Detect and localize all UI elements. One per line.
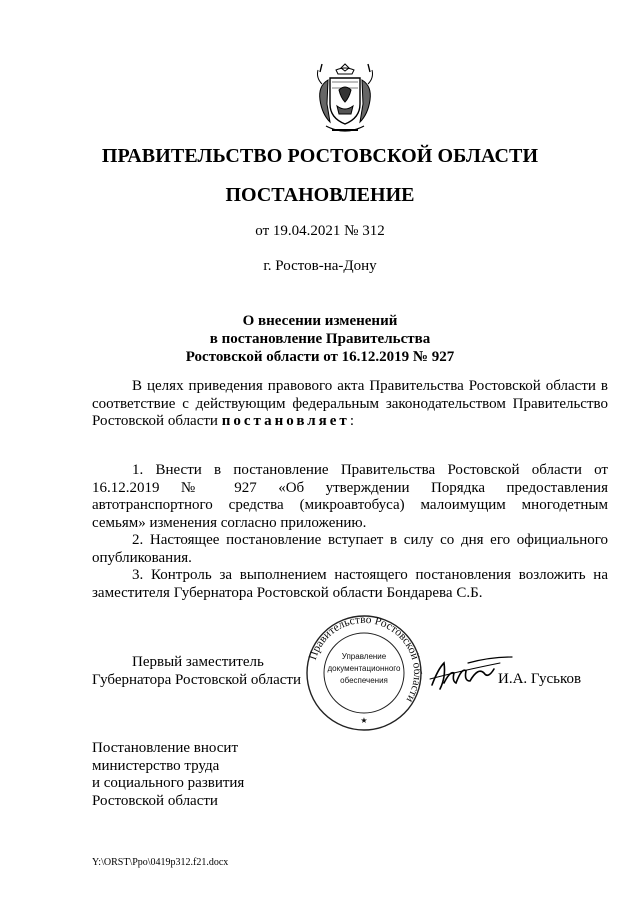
signatory-position-line-1: Первый заместитель (132, 654, 264, 670)
item-3-paragraph: 3. Контроль за выполнением настоящего постановления возложить на заместителя Губернатора Ростовской области Бондарева С.Б. (92, 567, 608, 601)
seal-inner-line-2: документационного (327, 664, 401, 673)
decree-title: ПОСТАНОВЛЕНИЕ (225, 184, 415, 206)
decree-date-number: от 19.04.2021 № 312 (255, 223, 385, 239)
footer-line-4: Ростовской области (92, 792, 218, 809)
seal-star-icon: ★ (360, 716, 368, 725)
signatory-name: И.А. Гуськов (498, 671, 582, 687)
official-seal (298, 613, 430, 733)
preamble-end: : (349, 413, 354, 429)
submitting-organization (92, 740, 244, 810)
preamble-paragraph (92, 378, 608, 431)
file-path: Y:\ORST\Ppo\0419p312.f21.docx (92, 857, 229, 868)
seal-ring-text: Правительство Ростовской области (306, 613, 424, 705)
decree-subject (0, 312, 640, 366)
item-2-paragraph: 2. Настоящее постановление вступает в силу со дня его официального опубликования. (92, 532, 608, 566)
footer-line-2: министерство труда (92, 757, 220, 774)
footer-line-1: Постановление вносит (92, 740, 239, 756)
preamble-text: В целях приведения правового акта Правительства Ростовской области в соответствие с действующим федеральным законодательством Правительство Ростовской области (92, 378, 608, 429)
decree-city: г. Ростов-на-Дону (263, 258, 377, 274)
signatory-position (92, 653, 301, 689)
item-1-paragraph: 1. Внести в постановление Правительства Ростовской области от 16.12.2019 № 927 «Об утверждении Порядка предоставления автотранспортного средства (микроавтобуса) малоимущим многодетным семьям» изменения согласно приложению. (92, 462, 608, 531)
subject-line-1: О внесении изменений (242, 313, 398, 329)
subject-line-2: в постановление Правительства (209, 331, 431, 347)
coat-of-arms-emblem (312, 60, 378, 138)
preamble-emphasis: постановляет (221, 413, 350, 429)
signatory-position-line-2: Губернатора Ростовской области (92, 672, 302, 688)
government-title: ПРАВИТЕЛЬСТВО РОСТОВСКОЙ ОБЛАСТИ (101, 145, 539, 167)
footer-line-3: и социального развития (92, 775, 245, 791)
seal-inner-line-3: обеспечения (340, 676, 388, 685)
subject-line-3: Ростовской области от 16.12.2019 № 927 (185, 349, 455, 365)
seal-inner-line-1: Управление (341, 652, 387, 661)
